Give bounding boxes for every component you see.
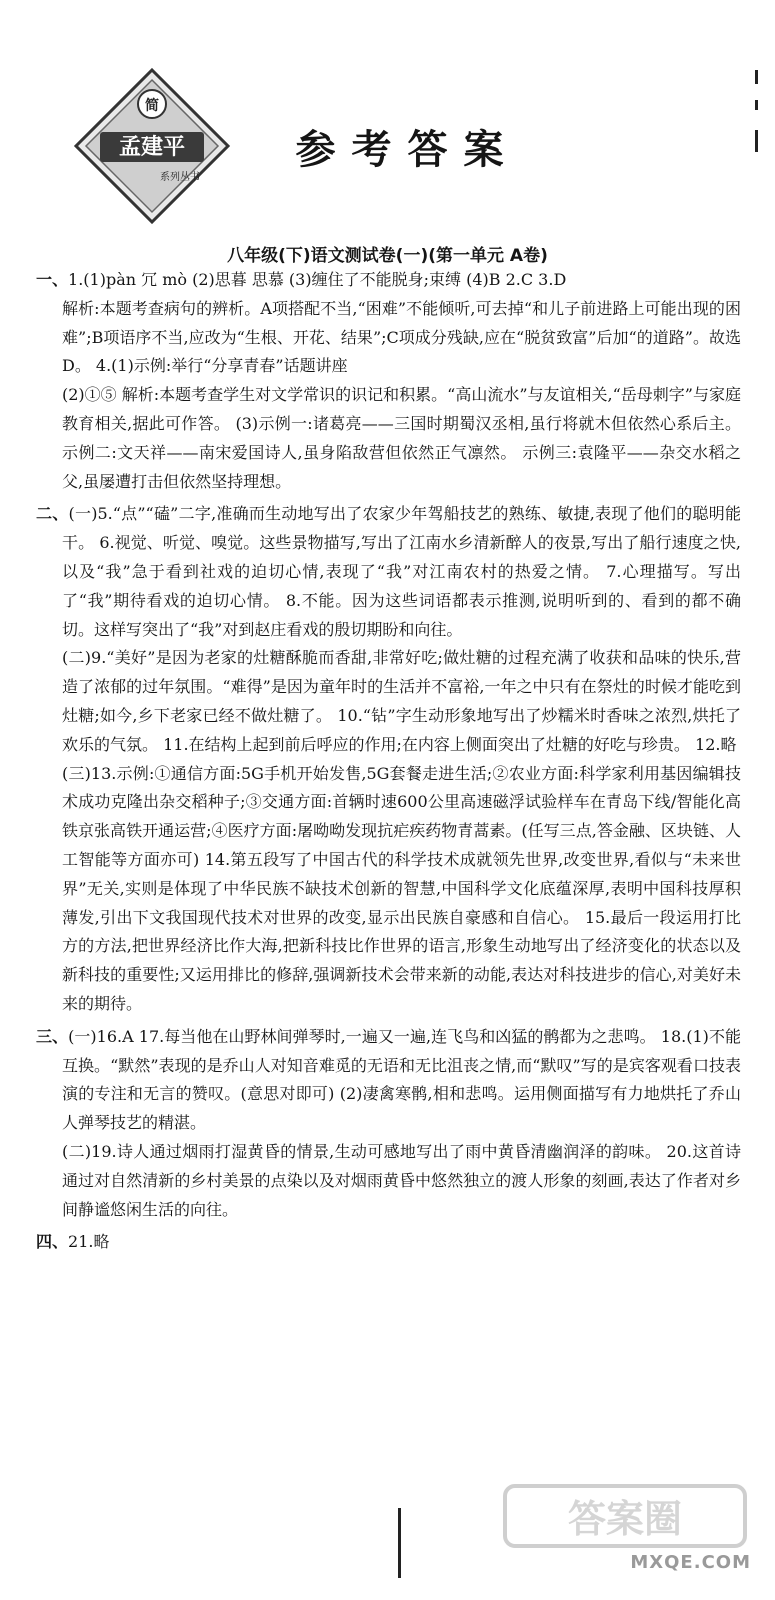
svg-text:孟建平: 孟建平: [118, 135, 186, 160]
answer-line: (二)9.“美好”是因为老家的灶糖酥脆而香甜,非常好吃;做灶糖的过程充满了收获和品味的快乐,营造了浓郁的过年氛围。“难得”是因为童年时的生活并不富裕,一年之中只有在祭灶的时候才能吃到灶糖;如今,乡下老家已经不做灶糖了。 10.“钻”字生动形象地写出了炒糯米时香味之浓烈,烘托了欢乐的气氛。 11.在结构上起到前后呼应的作用;在内容上侧面突出了灶糖的好吃与珍贵。 12.略: [62, 648, 741, 754]
section-3: [36, 1023, 741, 1225]
page-title: 参考答案: [295, 127, 520, 173]
test-subtitle: 八年级(下)语文测试卷(一)(第一单元 A卷): [227, 246, 548, 266]
answer-text: (一)5.“点”“磕”二字,准确而生动地写出了农家少年驾船技艺的熟练、敏捷,表现了他们的聪明能干。 6.视觉、听觉、嗅觉。这些景物描写,写出了江南水乡清新醉人的夜景,写出了船行速度之快,以及“我”急于看到社戏的迫切心情,表现了“我”对江南农村的热爱之情。 7.心理描写。写出了“我”期待看戏的迫切心情。 8.不能。因为这些词语都表示推测,说明听到的、看到的都不确切。这样写突出了“我”对到赵庄看戏的殷切期盼和向往。: [62, 504, 741, 639]
section-2: [36, 500, 741, 1018]
svg-text:简: 简: [145, 98, 159, 114]
answer-line: 解析:本题考查病句的辨析。A项搭配不当,“困难”不能倾听,可去掉“和儿子前进路上可能出现的困难”;B项语序不当,应改为“生根、开花、结果”;C项成分残缺,应在“脱贫致富”后加“的道路”。故选D。 4.(1)示例:举行“分享青春”话题讲座: [62, 298, 741, 376]
watermark-site: MXQE.COM: [630, 1552, 751, 1573]
answer-line: (二)19.诗人通过烟雨打湿黄昏的情景,生动可感地写出了雨中黄昏清幽润泽的韵味。 20.这首诗通过对自然清新的乡村美景的点染以及对烟雨黄昏中悠然独立的渡人形象的刻画,表达了作者对乡间静谧悠闲生活的向往。: [62, 1141, 741, 1219]
answer-line: [36, 1023, 741, 1138]
answer-text: 21.略: [68, 1232, 110, 1252]
answer-content: [36, 262, 741, 1257]
section-label: 一、: [36, 270, 69, 289]
answer-line: (三)13.示例:①通信方面:5G手机开始发售,5G套餐走进生活;②农业方面:科学家利用基因编辑技术成功克隆出杂交稻种子;③交通方面:首辆时速600公里高速磁浮试验样车在青岛下线/智能化高铁京张高铁开通运营;④医疗方面:屠呦呦发现抗疟疾药物青蒿素。(任写三点,答金融、区块链、人工智能等方面亦可) 14.第五段写了中国古代的科学技术成就领先世界,改变世界,看似与“未来世界”无关,实则是体现了中华民族不缺技术创新的智慧,中国科学文化底蕴深厚,表明中国科技厚积薄发,引出下文我国现代技术对世界的改变,显示出民族自豪感和自信心。 15.最后一段运用打比方的方法,把世界经济比作大海,把新科技比作世界的语言,形象生动地写出了经济变化的状态以及新科技的重要性;又运用排比的修辞,强调新技术会带来新的动能,表达对科技进步的信心,对美好未来的期待。: [62, 763, 741, 1013]
answer-line: [36, 266, 741, 295]
svg-text:系列丛书: 系列丛书: [160, 172, 200, 183]
scan-edge-marks: [753, 70, 761, 160]
svg-text:答案圈: 答案圈: [567, 1497, 683, 1541]
scan-mark: [398, 1508, 401, 1578]
answer-text: (一)16.A 17.每当他在山野林间弹琴时,一遍又一遍,连飞鸟和凶猛的鹘都为之悲鸣。 18.(1)不能互换。“默然”表现的是乔山人对知音难觅的无语和无比沮丧之情,而“默叹”写的是宾客观看口技表演的专注和无言的赞叹。(意思对即可) (2)凄禽寒鹘,相和悲鸣。运用侧面描写有力地烘托了乔山人弹琴技艺的精湛。: [62, 1026, 741, 1133]
answer-line: [36, 500, 741, 644]
section-label: 三、: [36, 1026, 69, 1046]
section-label: 二、: [36, 504, 69, 524]
section-4: [36, 1228, 741, 1257]
section-1: [36, 266, 741, 496]
section-label: 四、: [36, 1232, 69, 1252]
answer-text: 1.(1)pàn 冗 mò (2)思暮 思慕 (3)缠住了不能脱身;束缚 (4)B 2.C 3.D: [68, 270, 567, 289]
answer-line: [36, 1228, 741, 1257]
answer-line: (2)①⑤ 解析:本题考查学生对文学常识的识记和积累。“高山流水”与友谊相关,“岳母刺字”与家庭教育相关,据此可作答。 (3)示例一:诸葛亮——三国时期蜀汉丞相,虽行将就木但依然心系后主。 示例二:文天祥——南宋爱国诗人,虽身陷敌营但依然正气凛然。 示例三:袁隆平——杂交水稻之父,虽屡遭打击但依然坚持理想。: [62, 385, 741, 491]
